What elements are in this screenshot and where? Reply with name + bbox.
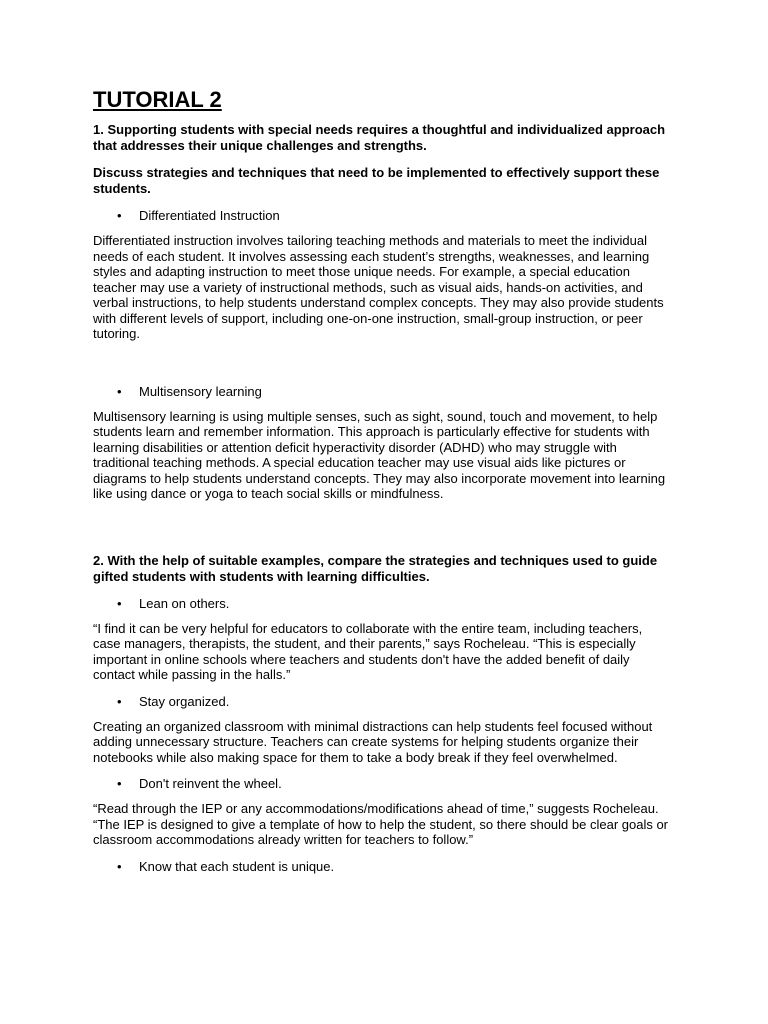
bullet-label: Lean on others. xyxy=(139,595,230,611)
bullet-item-lean xyxy=(93,596,673,612)
question-1-prompt: Discuss strategies and techniques that need to be implemented to effectively support these students. xyxy=(93,165,660,196)
bullet-icon: • xyxy=(117,595,122,611)
bullet-list-lean xyxy=(93,596,673,612)
bullet-label: Know that each student is unique. xyxy=(139,858,335,874)
bullet-icon: • xyxy=(117,693,122,709)
paragraph-differentiated: Differentiated instruction involves tailoring teaching methods and materials to meet the individual needs of each student. It involves assessing each student’s strengths, weaknesses, and learning styles and adapting instruction to meet those unique needs. For example, a special education teacher may use a variety of instructional methods, such as visual aids, hands-on activities, and verbal instructions, to help students understand complex concepts. They may also provide students with different levels of support, including one-on-one instruction, small-group instruction, or peer tutoring. xyxy=(93,233,664,341)
bullet-item-reinvent xyxy=(93,776,673,792)
bullet-item-unique xyxy=(93,859,673,875)
question-2: 2. With the help of suitable examples, compare the strategies and techniques used to guide gifted students with students with learning difficulties. xyxy=(93,552,658,584)
bullet-icon: • xyxy=(117,776,122,791)
bullet-label: Differentiated Instruction xyxy=(139,208,280,223)
paragraph-multisensory: Multisensory learning is using multiple senses, such as sight, sound, touch and movement, to help students learn and remember information. This approach is particularly effective for students with learning disabilities or attention deficit hyperactivity disorder (ADHD) who may struggle with traditional teaching methods. A special education teacher may use visual aids like pictures or diagrams to help students understand concepts. They may also incorporate movement into learning like using dance or yoga to teach social skills or mindfulness. xyxy=(93,408,666,501)
paragraph-reinvent: “Read through the IEP or any accommodations/modifications ahead of time,” suggests Rocheleau. “The IEP is designed to give a template of how to help the student, so there should be clear goals or classroom accommodations already written for teachers to follow.” xyxy=(93,801,669,847)
bullet-label: Multisensory learning xyxy=(139,383,262,399)
bullet-list-reinvent xyxy=(93,776,673,792)
bullet-item-differentiated xyxy=(93,208,673,224)
question-1-intro: 1. Supporting students with special needs requires a thoughtful and individualized approach that addresses their unique challenges and strengths. xyxy=(93,122,666,153)
bullet-label: Stay organized. xyxy=(139,693,230,709)
bullet-icon: • xyxy=(117,858,122,874)
bullet-icon: • xyxy=(117,208,122,223)
document-title: TUTORIAL 2 xyxy=(93,87,222,112)
spacer xyxy=(93,353,673,384)
bullet-list-multisensory xyxy=(93,384,673,400)
bullet-item-multisensory xyxy=(93,384,673,400)
bullet-list-organized xyxy=(93,694,673,710)
bullet-icon: • xyxy=(117,383,122,399)
spacer xyxy=(93,513,673,553)
document-page xyxy=(93,86,673,884)
paragraph-organized: Creating an organized classroom with minimal distractions can help students feel focused without adding unnecessary structure. Teachers can create systems for helping students organize their notebooks while also making space for them to take a body break if they feel overwhelmed. xyxy=(93,718,653,765)
bullet-label: Don't reinvent the wheel. xyxy=(139,776,282,791)
paragraph-lean: “I find it can be very helpful for educators to collaborate with the entire team, including teachers, case managers, therapists, the student, and their parents,” says Rocheleau. “This is especially important in online schools where teachers and students don't have the added benefit of daily contact while passing in the halls.” xyxy=(93,620,643,682)
bullet-list-unique xyxy=(93,859,673,875)
bullet-item-organized xyxy=(93,694,673,710)
bullet-list-differentiated xyxy=(93,208,673,224)
